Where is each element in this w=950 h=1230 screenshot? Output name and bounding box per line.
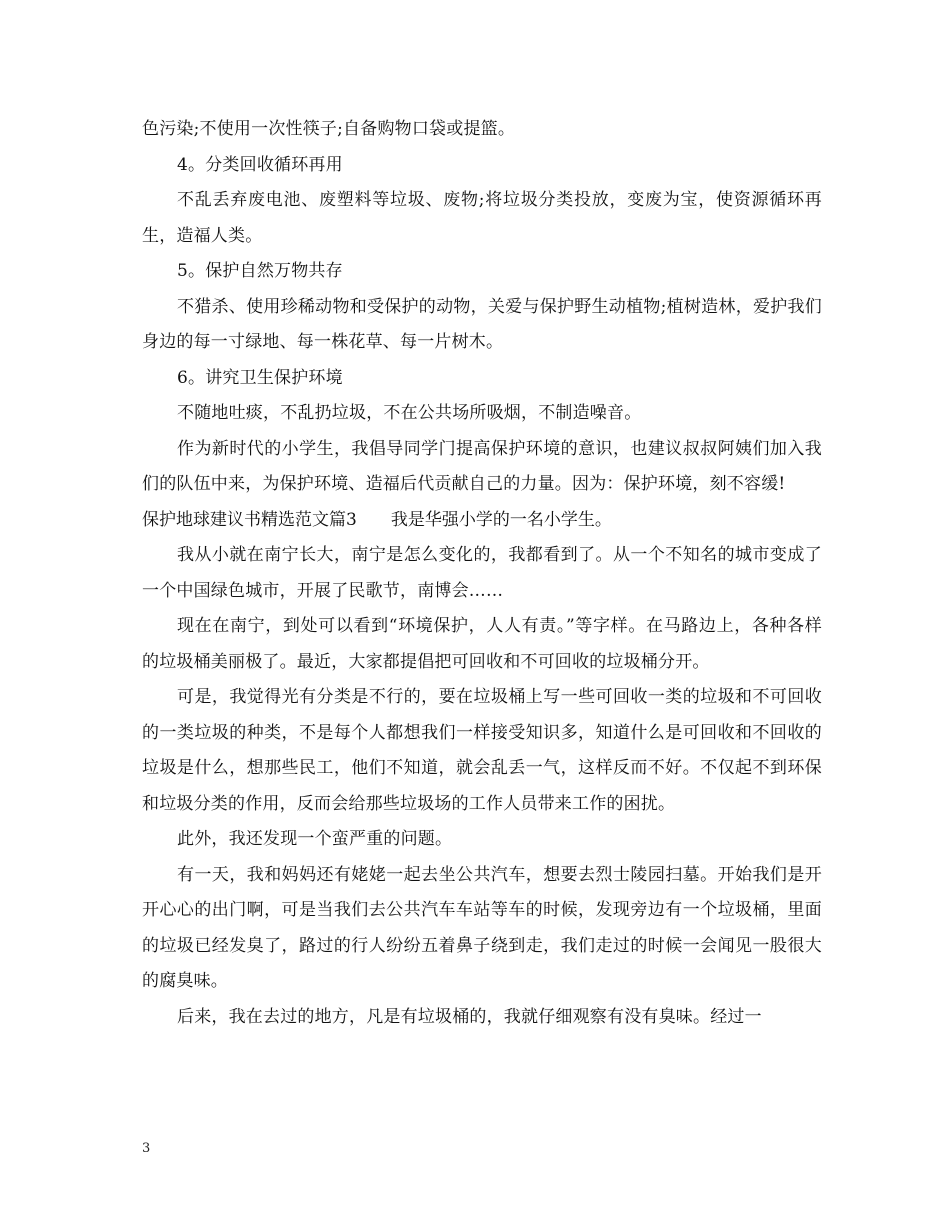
- section-title: 保护地球建议书精选范文篇3: [142, 509, 357, 530]
- section-lead: 我是华强小学的一名小学生。: [390, 509, 612, 530]
- section-heading: [142, 503, 822, 539]
- paragraph: 现在在南宁，到处可以看到“环境保护，人人有责。”等字样。在马路边上，各种各样的垃圾桶美丽极了。最近，大家都提倡把可回收和不可回收的垃圾桶分开。: [142, 616, 822, 672]
- paragraph: 作为新时代的小学生，我倡导同学门提高保护环境的意识，也建议叔叔阿姨们加入我们的队伍中来，为保护环境、造福后代贡献自己的力量。因为：保护环境，刻不容缓!: [142, 438, 822, 494]
- page-number: 3: [142, 1141, 151, 1156]
- paragraph: 不乱丢弃废电池、废塑料等垃圾、废物;将垃圾分类投放，变废为宝，使资源循环再生，造福人类。: [142, 190, 822, 246]
- paragraph: 色污染;不使用一次性筷子;自备购物口袋或提篮。: [142, 119, 516, 139]
- list-heading-4: 4。分类回收循环再用: [177, 154, 343, 175]
- paragraph: 我从小就在南宁长大，南宁是怎么变化的，我都看到了。从一个不知名的城市变成了一个中国绿色城市，开展了民歌节，南博会……: [142, 545, 822, 601]
- paragraph: 不猎杀、使用珍稀动物和受保护的动物，关爱与保护野生动植物;植树造林，爱护我们身边的每一寸绿地、每一株花草、每一片树木。: [142, 296, 822, 352]
- paragraph: 可是，我觉得光有分类是不行的，要在垃圾桶上写一些可回收一类的垃圾和不可回收的一类垃圾的种类，不是每个人都想我们一样接受知识多，知道什么是可回收和不回收的垃圾是什么，想那些民工，他们不知道，就会乱丢一气，这样反而不好。不仅起不到环保和垃圾分类的作用，反而会给那些垃圾场的工作人员带来工作的困扰。: [142, 687, 822, 814]
- document-body: [142, 112, 822, 1035]
- paragraph: 此外，我还发现一个蛮严重的问题。: [177, 829, 453, 849]
- list-heading-6: 6。讲究卫生保护环境: [177, 367, 343, 388]
- paragraph: 不随地吐痰，不乱扔垃圾，不在公共场所吸烟，不制造噪音。: [177, 403, 642, 423]
- paragraph: 后来，我在去过的地方，凡是有垃圾桶的，我就仔细观察有没有臭味。经过一: [177, 1006, 762, 1027]
- list-heading-5: 5。保护自然万物共存: [177, 261, 343, 281]
- paragraph: 有一天，我和妈妈还有姥姥一起去坐公共汽车，想要去烈士陵园扫墓。开始我们是开开心心的出门啊，可是当我们去公共汽车车站等车的时候，发现旁边有一个垃圾桶，里面的垃圾已经发臭了，路过的行人纷纷五着鼻子绕到走，我们走过的时候一会闻见一股很大的腐臭味。: [142, 864, 822, 991]
